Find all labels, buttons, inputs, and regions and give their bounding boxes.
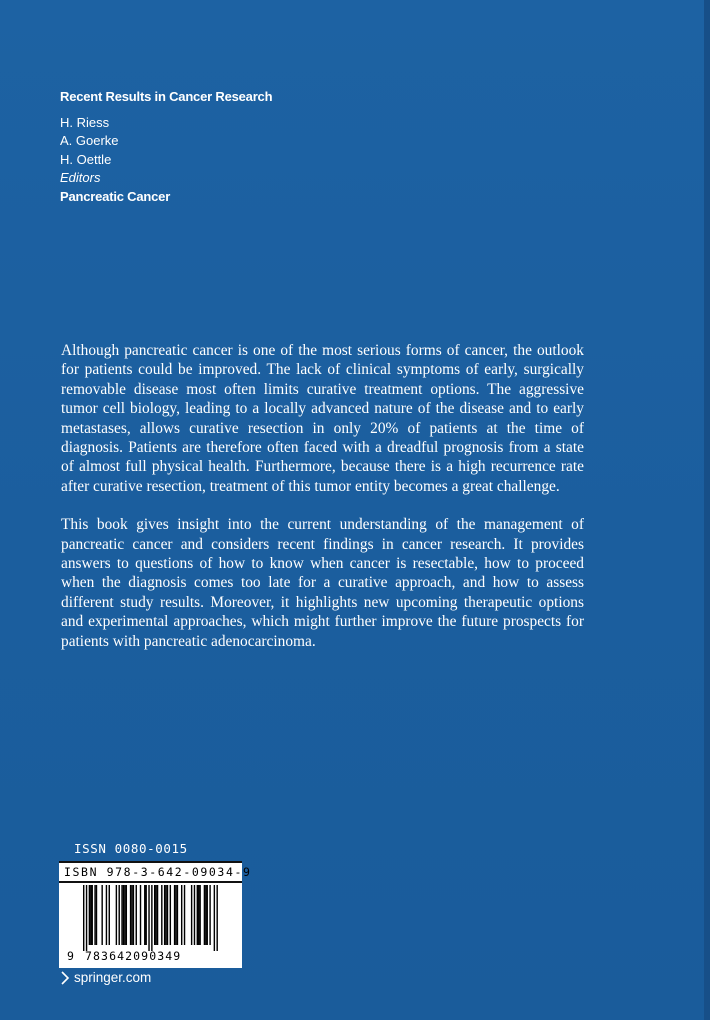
editor-name: A. Goerke <box>60 133 119 148</box>
barcode-bar <box>126 885 127 945</box>
editor-name: H. Riess <box>60 114 110 130</box>
book-title: Pancreatic Cancer <box>60 188 171 204</box>
barcode-bar <box>214 885 215 951</box>
barcode-bar <box>96 885 97 945</box>
barcode-bar <box>199 885 200 945</box>
barcode-digits: 783642090349 <box>85 949 182 963</box>
barcode-bar <box>101 885 102 945</box>
issn-label: ISSN 0080-0015 <box>74 841 188 856</box>
barcode-bar <box>205 885 206 945</box>
barcode-bar <box>89 885 90 945</box>
editors-label: Editors <box>60 170 101 185</box>
barcode-bar <box>109 885 110 945</box>
barcode-bar <box>106 885 107 945</box>
chevron-right-icon <box>60 971 70 985</box>
barcode-bar <box>216 885 217 951</box>
barcode-lead-digit: 9 <box>67 949 74 963</box>
barcode-bar <box>184 885 185 945</box>
barcode-bar <box>155 885 156 945</box>
barcode-bar <box>165 885 166 945</box>
barcode-bar <box>177 885 178 945</box>
barcode-bar <box>175 885 176 945</box>
barcode-bar <box>167 885 168 945</box>
barcode-bar <box>131 885 132 945</box>
barcode-bar <box>130 885 131 945</box>
isbn-barcode <box>59 861 252 968</box>
barcode-bar <box>151 885 152 951</box>
barcode-bar <box>181 885 182 945</box>
series-title: Recent Results in Cancer Research <box>60 89 273 104</box>
barcode-bar <box>83 885 84 951</box>
barcode-bar <box>119 885 120 945</box>
barcode-bar <box>90 885 91 945</box>
barcode-bar <box>136 885 137 945</box>
barcode-bar <box>161 885 162 945</box>
barcode-bar <box>174 885 175 945</box>
barcode-bar <box>123 885 124 945</box>
barcode-bar <box>170 885 171 945</box>
barcode-bar <box>198 885 199 945</box>
barcode-bar <box>204 885 205 945</box>
barcode-bar <box>121 885 122 945</box>
isbn-label: ISBN 978-3-642-09034-9 <box>64 865 252 879</box>
barcode-bar <box>92 885 93 945</box>
barcode-bar <box>124 885 125 945</box>
barcode-number <box>67 949 181 963</box>
publisher-link[interactable] <box>60 970 151 985</box>
book-description <box>61 341 584 651</box>
editors-list <box>60 114 272 207</box>
barcode-bar <box>133 885 134 945</box>
description-paragraph: This book gives insight into the current understanding of the management of pancreatic cancer and considers recent findings in cancer research. It provides answers to questions of how to know when cancer is resectable, how to proceed when the diagnosis comes too late for a curative approach, and how to assess different study results. Moreover, it highlights new upcoming therapeutic options and experimental approaches, which might further improve the future prospects for patients with pancreatic adenocarcinoma. <box>61 516 584 650</box>
barcode-bar <box>154 885 155 945</box>
barcode-bar <box>207 885 208 945</box>
barcode-bar <box>94 885 95 945</box>
barcode-bar <box>116 885 117 945</box>
barcode-bar <box>164 885 165 945</box>
barcode-bar <box>157 885 158 945</box>
barcode-bar <box>209 885 210 945</box>
barcode-bar <box>140 885 141 945</box>
book-header <box>60 88 272 206</box>
spine-edge <box>704 0 710 1020</box>
barcode-bar <box>197 885 198 945</box>
barcode-bar <box>86 885 87 951</box>
editor-name: H. Oettle <box>60 151 112 167</box>
barcode-bar <box>194 885 195 945</box>
barcode-bars <box>83 885 219 951</box>
barcode-bar <box>145 885 146 945</box>
barcode-bar <box>191 885 192 945</box>
publisher-url: springer.com <box>74 970 152 985</box>
barcode-bar <box>144 885 145 945</box>
description-paragraph: Although pancreatic cancer is one of the most serious forms of cancer, the outlook for patients could be improved. The lack of clinical symptoms of early, surgically removable disease most often limits curative treatment options. The aggressive tumor cell biology, leading to a locally advanced nature of the disease and to early metastases, allows curative resection in only 20% of patients at the time of diagnosis. Patients are therefore often faced with a dreadful prognosis from a state of almost full physical health. Furthermore, because there is a high recurrence rate after curative resection, treatment of this tumor entity becomes a great challenge. <box>61 342 584 495</box>
isbn-divider <box>59 881 242 883</box>
barcode-bar <box>148 885 149 951</box>
